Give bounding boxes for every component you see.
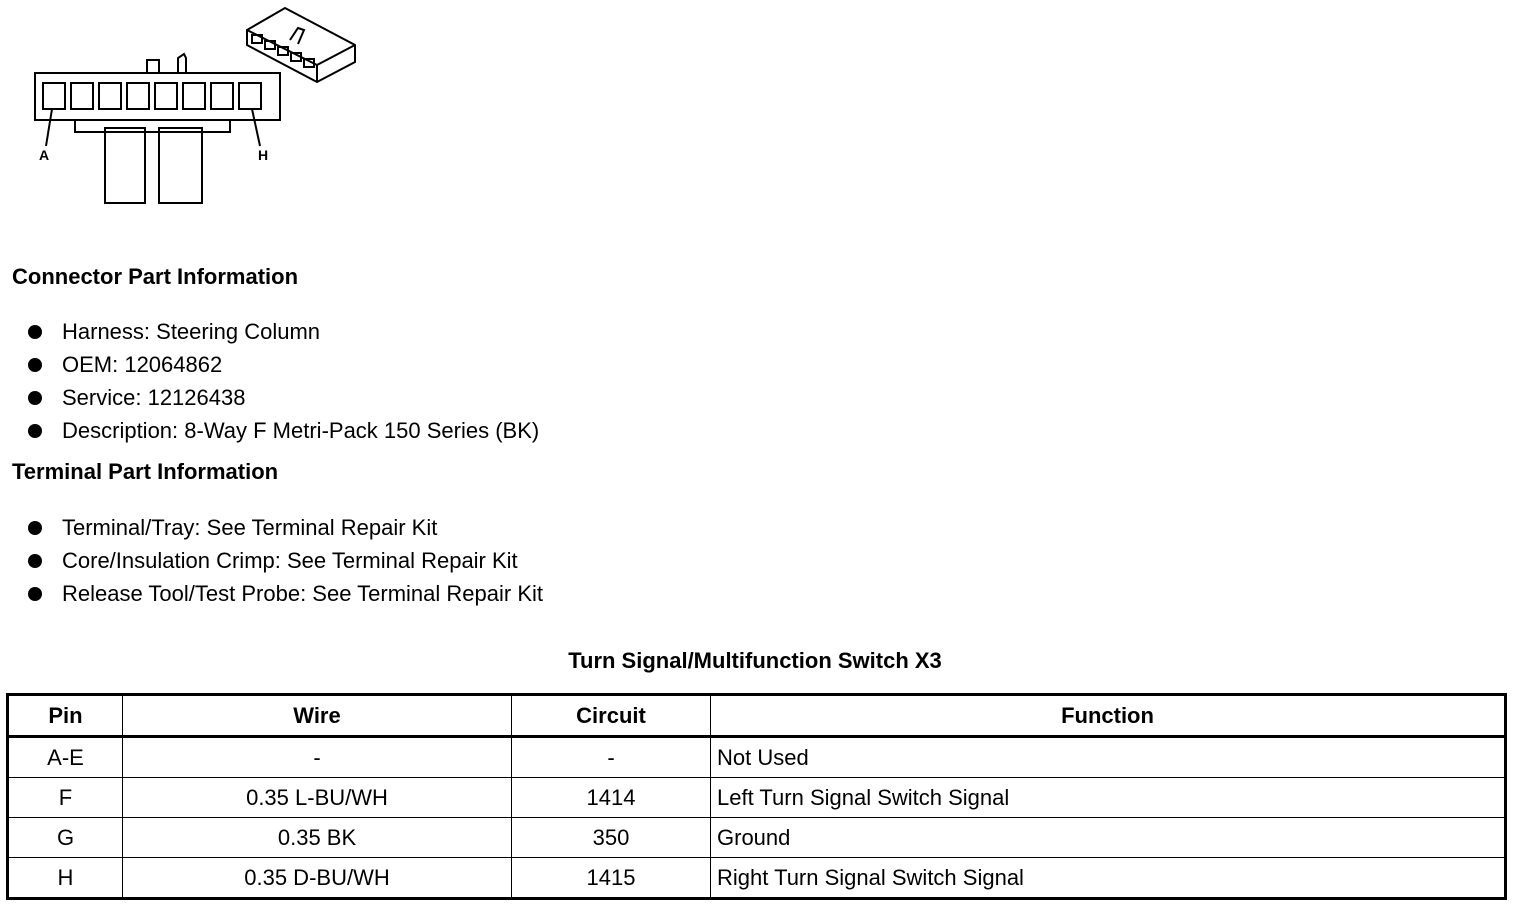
pin-a-label: A: [39, 147, 50, 163]
cell-circuit: 350: [512, 818, 711, 858]
list-item: Core/Insulation Crimp: See Terminal Repair Kit: [28, 544, 543, 577]
list-item: Terminal/Tray: See Terminal Repair Kit: [28, 511, 543, 544]
bullet-icon: [28, 391, 42, 405]
bullet-icon: [28, 587, 42, 601]
table-title: Turn Signal/Multifunction Switch X3: [568, 648, 942, 673]
cell-function: Right Turn Signal Switch Signal: [711, 858, 1506, 899]
pin-h-label: H: [258, 147, 269, 163]
header-wire: Wire: [123, 695, 512, 737]
list-item: OEM: 12064862: [28, 348, 539, 381]
cell-pin: H: [8, 858, 123, 899]
table-row: [8, 858, 1506, 899]
bullet-icon: [28, 325, 42, 339]
bullet-icon: [28, 424, 42, 438]
list-item: Release Tool/Test Probe: See Terminal Repair Kit: [28, 577, 543, 610]
connector-diagram: [20, 0, 370, 210]
connector-info-list: [28, 315, 539, 447]
cell-function: Not Used: [711, 737, 1506, 778]
cell-circuit: -: [512, 737, 711, 778]
table-header-row: [8, 695, 1506, 737]
cell-wire: 0.35 L-BU/WH: [123, 778, 512, 818]
header-pin: Pin: [8, 695, 123, 737]
terminal-info-title: Terminal Part Information: [12, 459, 279, 484]
cell-wire: 0.35 BK: [123, 818, 512, 858]
cell-pin: F: [8, 778, 123, 818]
bullet-icon: [28, 358, 42, 372]
cell-pin: G: [8, 818, 123, 858]
cell-function: Ground: [711, 818, 1506, 858]
table-row: [8, 778, 1506, 818]
table-row: [8, 818, 1506, 858]
list-item: Harness: Steering Column: [28, 315, 539, 348]
list-item: Description: 8-Way F Metri-Pack 150 Series (BK): [28, 414, 539, 447]
bullet-icon: [28, 521, 42, 535]
bullet-icon: [28, 554, 42, 568]
cell-wire: -: [123, 737, 512, 778]
connector-info-title: Connector Part Information: [12, 264, 299, 289]
cell-circuit: 1414: [512, 778, 711, 818]
cell-circuit: 1415: [512, 858, 711, 899]
table-row: [8, 737, 1506, 778]
header-function: Function: [711, 695, 1506, 737]
cell-pin: A-E: [8, 737, 123, 778]
header-circuit: Circuit: [512, 695, 711, 737]
list-item: Service: 12126438: [28, 381, 539, 414]
cell-wire: 0.35 D-BU/WH: [123, 858, 512, 899]
terminal-info-list: [28, 511, 543, 610]
pinout-table: [6, 693, 1507, 900]
cell-function: Left Turn Signal Switch Signal: [711, 778, 1506, 818]
